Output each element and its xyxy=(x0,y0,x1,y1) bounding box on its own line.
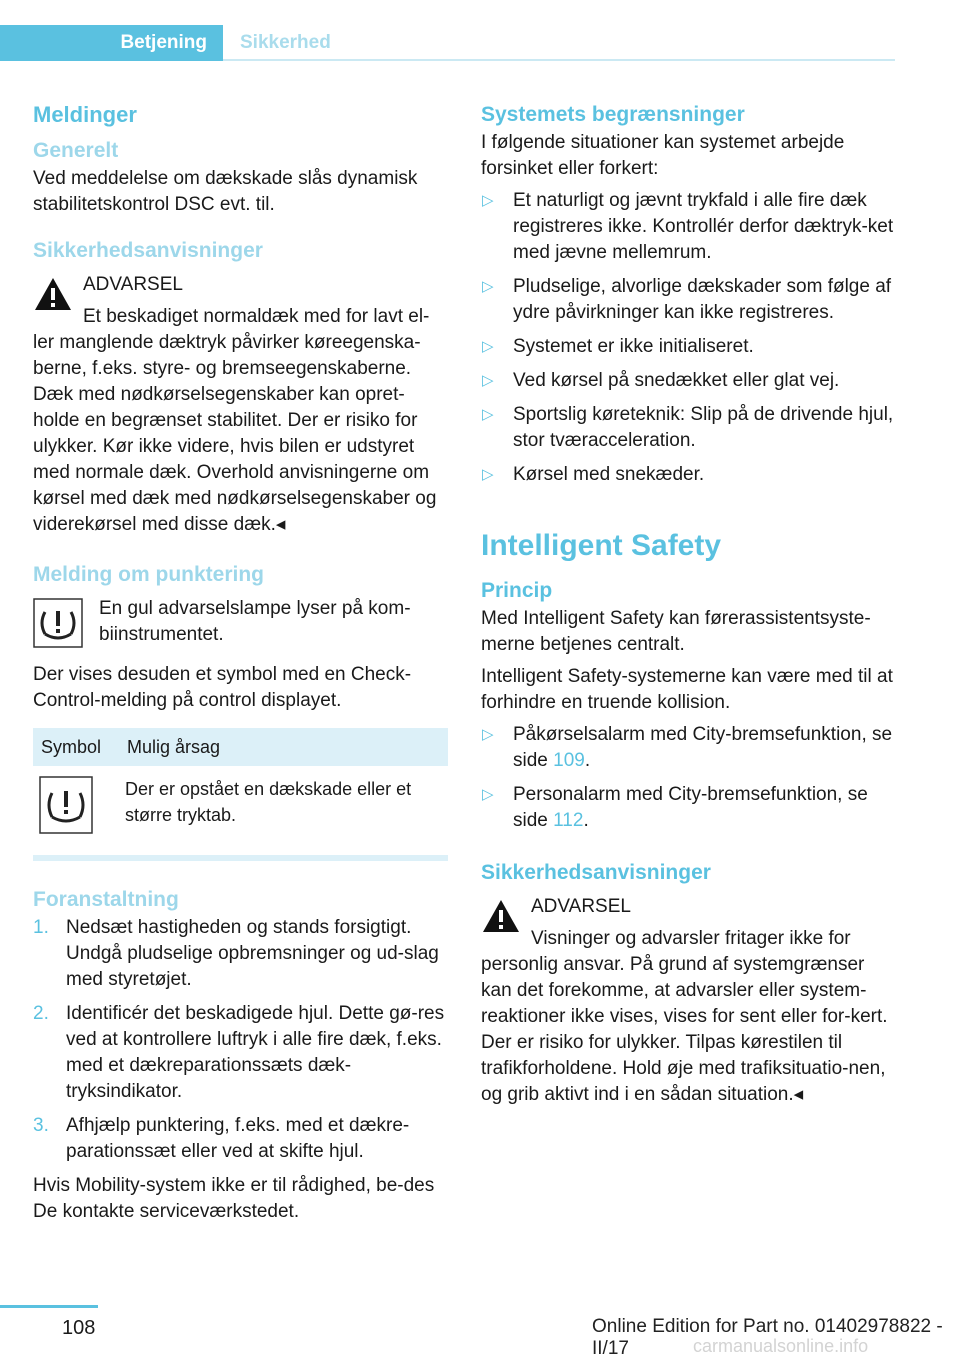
step-number: 3. xyxy=(33,1115,49,1136)
warning-text: ler manglende dæktryk påvirker køreegenska-berne, f.eks. styre- og bremseegenskaberne. Dæk med nødkørselsegenskaber kan opret-holde en begrænset stabilitet. Der er risiko for ulykker. Kør ikke videre, hvis bilen er udstyret med normale dæk. Overhold anvisningerne om kørsel med dæk med nødkørselsegenskaber og viderekørsel med disse dæk.◂ xyxy=(33,332,437,535)
footer-rule xyxy=(0,1305,98,1308)
limits-list xyxy=(481,188,896,488)
bullet-triangle-icon: ▷ xyxy=(482,726,494,743)
bullet-triangle-icon: ▷ xyxy=(482,192,494,209)
list-item-text: Ved kørsel på snedækket eller glat vej. xyxy=(513,370,840,391)
step-number: 2. xyxy=(33,1003,49,1024)
list-item xyxy=(33,1113,448,1165)
tire-pressure-warning-icon xyxy=(33,598,83,648)
measures-list xyxy=(33,915,448,1165)
bullet-triangle-icon: ▷ xyxy=(482,372,494,389)
heading-generelt: Generelt xyxy=(33,139,119,162)
page-link-109[interactable]: 109 xyxy=(553,750,585,771)
principle-text-1: Med Intelligent Safety kan førerassistentsyste-merne betjenes centralt. xyxy=(481,608,871,655)
step-text: Nedsæt hastigheden og stands forsigtigt. Undgå pludselige opbremsninger og ud-slag med styretøjet. xyxy=(66,917,439,990)
reference-text: Påkørselsalarm med City-bremsefunktion, se side xyxy=(513,724,893,771)
bullet-triangle-icon: ▷ xyxy=(482,278,494,295)
generelt-text: Ved meddelelse om dækskade slås dynamisk stabilitetskontrol DSC evt. til. xyxy=(33,168,418,215)
warning-block-right xyxy=(481,894,896,1108)
list-item xyxy=(33,915,448,993)
edition-text: Online Edition for Part no. 01402978822 - II/17 xyxy=(592,1316,943,1359)
symbol-table xyxy=(33,728,448,855)
list-item xyxy=(33,1001,448,1105)
left-column xyxy=(33,100,448,1225)
warning-first-line: Visninger og advarsler fritager ikke for xyxy=(531,928,851,949)
limits-intro: I følgende situationer kan systemet arbejde forsinket eller forkert: xyxy=(481,132,845,179)
table-header-row xyxy=(33,728,448,766)
warning-title: ADVARSEL xyxy=(531,896,631,917)
heading-safety-right: Sikkerhedsanvisninger xyxy=(481,861,711,884)
bullet-triangle-icon: ▷ xyxy=(482,786,494,803)
heading-puncture: Melding om punktering xyxy=(33,563,264,586)
list-item-text: Et naturligt og jævnt trykfald i alle fire dæk registreres ikke. Kontrollér derfor dæktryk-ket med jævne mellemrum. xyxy=(513,190,894,263)
list-item-text: Systemet er ikke initialiseret. xyxy=(513,336,754,357)
bullet-triangle-icon: ▷ xyxy=(482,338,494,355)
list-item xyxy=(481,722,896,774)
references-list xyxy=(481,722,896,834)
watermark: carmanualsonline.info xyxy=(693,1336,869,1356)
bullet-triangle-icon: ▷ xyxy=(482,466,494,483)
puncture-text: En gul advarselslampe lyser på kom-biinstrumentet. xyxy=(99,598,411,645)
tab-betjening[interactable]: Betjening xyxy=(0,25,223,61)
page-number: 108 xyxy=(62,1317,96,1339)
page-header xyxy=(0,25,895,61)
principle-text-2: Intelligent Safety-systemerne kan være med til at forhindre en truende kollision. xyxy=(481,666,893,713)
list-item xyxy=(481,402,896,454)
warning-triangle-icon xyxy=(481,898,521,934)
tire-pressure-symbol-icon xyxy=(39,776,93,834)
table-cell-cause: Der er opstået en dækskade eller et større tryktab. xyxy=(125,779,412,825)
puncture-block xyxy=(33,596,448,648)
period: . xyxy=(584,750,591,771)
table-header-cause: Mulig årsag xyxy=(119,728,448,766)
list-item-text: Pludselige, alvorlige dækskader som følge af ydre påvirkninger kan ikke registreres. xyxy=(513,276,892,323)
warning-triangle-icon xyxy=(33,276,73,312)
warning-text: personlig ansvar. På grund af systemgrænser kan det forekomme, at advarsler eller system-reaktioner ikke vises, vises for sent eller for-kert. Der er risiko for ulykker. Tilpas kørestilen til trafikforholdene. Hold øje med trafiksituatio-nen, og grib aktivt ind i en sådan situation.◂ xyxy=(481,954,888,1105)
list-item xyxy=(481,368,896,394)
right-column xyxy=(481,100,896,1108)
list-item-text: Kørsel med snekæder. xyxy=(513,464,705,485)
heading-principle: Princip xyxy=(481,579,553,602)
reference-text: Personalarm med City-bremsefunktion, se side xyxy=(513,784,868,831)
mobility-text: Hvis Mobility-system ikke er til rådighed, be-des De kontakte serviceværkstedet. xyxy=(33,1175,435,1222)
step-number: 1. xyxy=(33,917,49,938)
heading-safety-left: Sikkerhedsanvisninger xyxy=(33,239,263,262)
list-item xyxy=(481,188,896,266)
step-text: Identificér det beskadigede hjul. Dette gø-res ved at kontrollere luftryk i alle fire dæk, f.eks. med et dækreparationssæts dæk-tryksindikator. xyxy=(66,1003,445,1102)
check-control-text: Der vises desuden et symbol med en Check-Control-melding på control displayet. xyxy=(33,664,412,711)
list-item-text: Sportslig køreteknik: Slip på de drivende hjul, stor tværacceleration. xyxy=(513,404,894,451)
list-item xyxy=(481,334,896,360)
period: . xyxy=(583,810,589,831)
list-item xyxy=(481,462,896,488)
heading-measures: Foranstaltning xyxy=(33,888,179,911)
table-cell-symbol xyxy=(33,766,119,855)
table-row xyxy=(33,766,448,855)
tab-sikkerhed[interactable]: Sikkerhed xyxy=(240,32,331,53)
warning-first-line: Et beskadiget normaldæk med for lavt el- xyxy=(83,306,430,327)
page-link-112[interactable]: 112 xyxy=(553,810,584,831)
heading-system-limits: Systemets begrænsninger xyxy=(481,103,745,126)
list-item xyxy=(481,274,896,326)
header-divider xyxy=(223,59,895,61)
heading-intelligent-safety: Intelligent Safety xyxy=(481,529,722,562)
table-header-symbol: Symbol xyxy=(33,728,119,766)
warning-title: ADVARSEL xyxy=(83,274,183,295)
list-item xyxy=(481,782,896,834)
bullet-triangle-icon: ▷ xyxy=(482,406,494,423)
warning-block-left xyxy=(33,272,448,538)
step-text: Afhjælp punktering, f.eks. med et dækre-parationssæt eller ved at skifte hjul. xyxy=(66,1115,410,1162)
section-title-meldinger: Meldinger xyxy=(33,102,137,127)
